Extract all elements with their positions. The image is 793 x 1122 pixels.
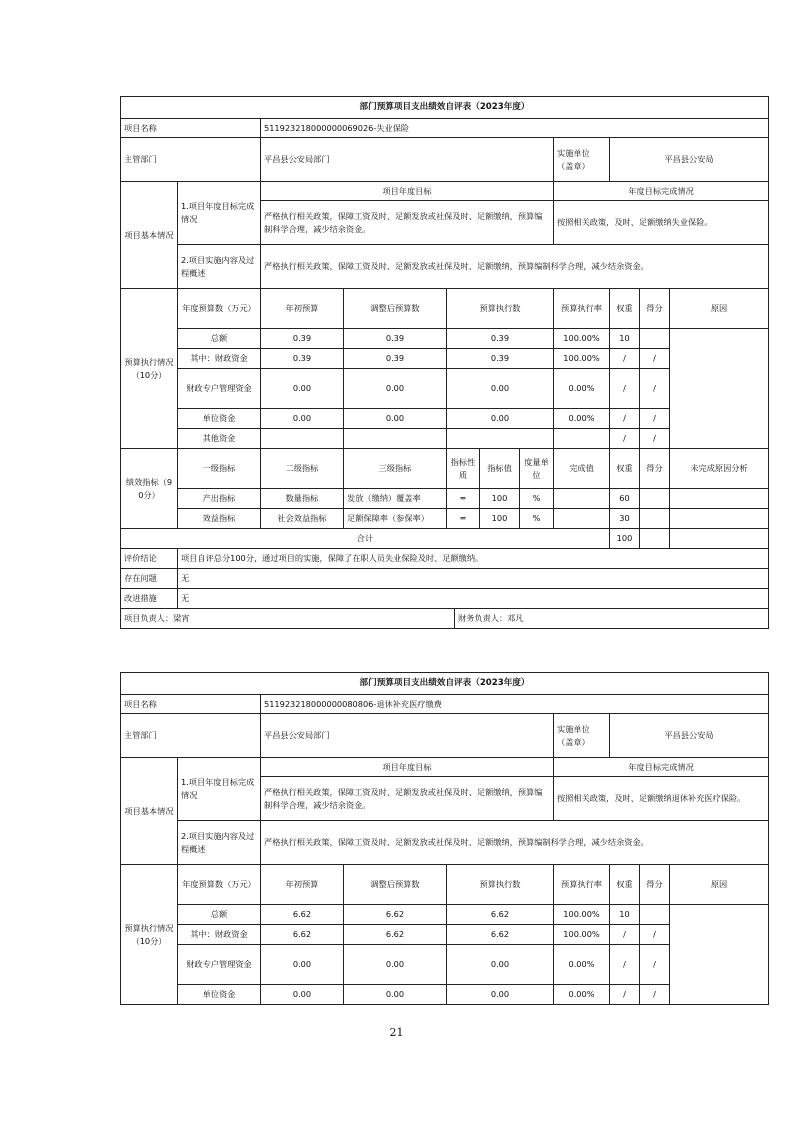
table-title: 部门预算项目支出绩效自评表（2023年度） bbox=[121, 673, 769, 695]
goal-label: 1.项目年度目标完成情况 bbox=[178, 758, 261, 821]
budget-header: 原因 bbox=[670, 865, 769, 905]
budget-executed: 0.00 bbox=[447, 409, 554, 429]
perf-header: 二级指标 bbox=[261, 449, 344, 489]
budget-rate: 0.00% bbox=[554, 985, 610, 1005]
goal-header: 项目年度目标 bbox=[261, 182, 554, 201]
budget-header: 预算执行数 bbox=[447, 865, 554, 905]
budget-rate: 0.00% bbox=[554, 369, 610, 409]
dept-label: 主管部门 bbox=[121, 714, 261, 758]
impl-unit: 平昌县公安局 bbox=[610, 714, 769, 758]
budget-adjusted: 0.00 bbox=[344, 945, 447, 985]
measures: 无 bbox=[178, 589, 769, 609]
budget-header: 预算执行率 bbox=[554, 289, 610, 329]
budget-row-label: 单位资金 bbox=[178, 409, 261, 429]
perf-label: 绩效指标（90分） bbox=[121, 449, 178, 529]
budget-header: 原因 bbox=[670, 289, 769, 329]
perf-score bbox=[640, 509, 670, 529]
impl-text: 严格执行相关政策，保障工资及时、足额发放或社保及时、足额缴纳，预算编制科学合理，减少结余资金。 bbox=[261, 821, 769, 865]
impl-label: 2.项目实施内容及过程概述 bbox=[178, 245, 261, 289]
impl-unit-label: 实施单位（盖章） bbox=[554, 138, 610, 182]
budget-header: 年初预算 bbox=[261, 865, 344, 905]
goal-text: 严格执行相关政策，保障工资及时、足额发放或社保及时、足额缴纳，预算编制科学合理，减少结余资金。 bbox=[261, 777, 554, 821]
budget-initial: 0.00 bbox=[261, 369, 344, 409]
budget-rate: 100.00% bbox=[554, 925, 610, 945]
budget-score bbox=[640, 905, 670, 925]
budget-weight: 10 bbox=[610, 329, 640, 349]
budget-row-label: 其中：财政资金 bbox=[178, 349, 261, 369]
total-score bbox=[640, 529, 670, 549]
perf-header: 指标值 bbox=[480, 449, 520, 489]
result-text: 按照相关政策，及时、足额缴纳失业保险。 bbox=[554, 201, 769, 245]
budget-adjusted: 0.00 bbox=[344, 985, 447, 1005]
measures-label: 改进措施 bbox=[121, 589, 178, 609]
perf-unit: % bbox=[520, 489, 554, 509]
perf-header: 得分 bbox=[640, 449, 670, 489]
budget-label: 预算执行情况（10分） bbox=[121, 289, 178, 449]
budget-header: 权重 bbox=[610, 865, 640, 905]
budget-initial: 6.62 bbox=[261, 905, 344, 925]
budget-adjusted: 6.62 bbox=[344, 905, 447, 925]
budget-weight: / bbox=[610, 945, 640, 985]
budget-header: 得分 bbox=[640, 289, 670, 329]
perf-row bbox=[121, 509, 769, 529]
budget-executed: 6.62 bbox=[447, 905, 554, 925]
perf-l3: 足额保障率（参保率） bbox=[344, 509, 447, 529]
perf-value: 100 bbox=[480, 509, 520, 529]
total-weight: 100 bbox=[610, 529, 640, 549]
budget-score: / bbox=[640, 429, 670, 449]
budget-score: / bbox=[640, 985, 670, 1005]
budget-rate bbox=[554, 429, 610, 449]
budget-score: / bbox=[640, 369, 670, 409]
perf-done bbox=[554, 489, 610, 509]
budget-executed: 0.00 bbox=[447, 985, 554, 1005]
dept: 平昌县公安局部门 bbox=[261, 714, 554, 758]
perf-header: 未完成原因分析 bbox=[670, 449, 769, 489]
budget-header: 年度预算数（万元） bbox=[178, 865, 261, 905]
perf-l1: 效益指标 bbox=[178, 509, 261, 529]
perf-l2: 社会效益指标 bbox=[261, 509, 344, 529]
perf-weight: 60 bbox=[610, 489, 640, 509]
budget-initial: 0.00 bbox=[261, 985, 344, 1005]
perf-l2: 数量指标 bbox=[261, 489, 344, 509]
budget-label: 预算执行情况（10分） bbox=[121, 865, 178, 1005]
impl-unit: 平昌县公安局 bbox=[610, 138, 769, 182]
conclusion-label: 评价结论 bbox=[121, 549, 178, 569]
perf-l1: 产出指标 bbox=[178, 489, 261, 509]
budget-row-label: 总额 bbox=[178, 905, 261, 925]
project-name-label: 项目名称 bbox=[121, 119, 261, 138]
result-header: 年度目标完成情况 bbox=[554, 182, 769, 201]
issues-label: 存在问题 bbox=[121, 569, 178, 589]
budget-header: 预算执行率 bbox=[554, 865, 610, 905]
budget-adjusted: 0.00 bbox=[344, 409, 447, 429]
budget-executed: 6.62 bbox=[447, 925, 554, 945]
budget-header: 权重 bbox=[610, 289, 640, 329]
page-number: 21 bbox=[389, 1026, 404, 1039]
budget-row-label: 财政专户管理资金 bbox=[178, 369, 261, 409]
budget-row bbox=[121, 329, 769, 349]
project-name-label: 项目名称 bbox=[121, 695, 261, 714]
result-text: 按照相关政策，及时、足额缴纳退休补充医疗保险。 bbox=[554, 777, 769, 821]
budget-row-label: 单位资金 bbox=[178, 985, 261, 1005]
budget-header: 年度预算数（万元） bbox=[178, 289, 261, 329]
budget-reason bbox=[670, 329, 769, 449]
budget-rate: 0.00% bbox=[554, 409, 610, 429]
perf-weight: 30 bbox=[610, 509, 640, 529]
budget-row-label: 其他资金 bbox=[178, 429, 261, 449]
eval-table-2 bbox=[120, 672, 769, 1005]
impl-unit-label: 实施单位（盖章） bbox=[554, 714, 610, 758]
dept: 平昌县公安局部门 bbox=[261, 138, 554, 182]
total-reason bbox=[670, 529, 769, 549]
budget-rate: 0.00% bbox=[554, 945, 610, 985]
budget-executed: 0.39 bbox=[447, 349, 554, 369]
project-name: 511923218000000069026-失业保险 bbox=[261, 119, 769, 138]
budget-score: / bbox=[640, 945, 670, 985]
budget-rate: 100.00% bbox=[554, 905, 610, 925]
perf-header: 完成值 bbox=[554, 449, 610, 489]
project-name: 511923218000000080806-退休补充医疗缴费 bbox=[261, 695, 769, 714]
perf-nature: ═ bbox=[447, 489, 480, 509]
budget-score: / bbox=[640, 925, 670, 945]
budget-initial bbox=[261, 429, 344, 449]
budget-reason bbox=[670, 905, 769, 1005]
budget-initial: 0.39 bbox=[261, 349, 344, 369]
perf-value: 100 bbox=[480, 489, 520, 509]
budget-adjusted: 6.62 bbox=[344, 925, 447, 945]
budget-executed bbox=[447, 429, 554, 449]
perf-row bbox=[121, 489, 769, 509]
budget-adjusted: 0.39 bbox=[344, 349, 447, 369]
budget-rate: 100.00% bbox=[554, 329, 610, 349]
perf-reason bbox=[670, 489, 769, 509]
perf-header: 一级指标 bbox=[178, 449, 261, 489]
perf-done bbox=[554, 509, 610, 529]
budget-initial: 6.62 bbox=[261, 925, 344, 945]
budget-executed: 0.39 bbox=[447, 329, 554, 349]
basic-info-label: 项目基本情况 bbox=[121, 182, 178, 289]
eval-table-1 bbox=[120, 96, 769, 629]
perf-l3: 发放（缴纳）覆盖率 bbox=[344, 489, 447, 509]
budget-header: 调整后预算数 bbox=[344, 289, 447, 329]
budget-initial: 0.00 bbox=[261, 409, 344, 429]
budget-adjusted: 0.39 bbox=[344, 329, 447, 349]
budget-adjusted bbox=[344, 429, 447, 449]
budget-weight: / bbox=[610, 349, 640, 369]
perf-header: 度量单位 bbox=[520, 449, 554, 489]
budget-weight: / bbox=[610, 409, 640, 429]
budget-header: 年初预算 bbox=[261, 289, 344, 329]
total-label: 合计 bbox=[121, 529, 610, 549]
budget-score: / bbox=[640, 349, 670, 369]
budget-row-label: 其中：财政资金 bbox=[178, 925, 261, 945]
budget-rate: 100.00% bbox=[554, 349, 610, 369]
budget-weight: / bbox=[610, 925, 640, 945]
budget-score bbox=[640, 329, 670, 349]
perf-header: 指标性质 bbox=[447, 449, 480, 489]
budget-executed: 0.00 bbox=[447, 945, 554, 985]
issues: 无 bbox=[178, 569, 769, 589]
perf-header: 权重 bbox=[610, 449, 640, 489]
project-leader: 项目负责人：梁宵 bbox=[121, 609, 455, 629]
impl-text: 严格执行相关政策，保障工资及时、足额发放或社保及时、足额缴纳，预算编制科学合理，减少结余资金。 bbox=[261, 245, 769, 289]
budget-header: 得分 bbox=[640, 865, 670, 905]
goal-label: 1.项目年度目标完成情况 bbox=[178, 182, 261, 245]
perf-reason bbox=[670, 509, 769, 529]
table-title: 部门预算项目支出绩效自评表（2023年度） bbox=[121, 97, 769, 119]
budget-initial: 0.00 bbox=[261, 945, 344, 985]
budget-row-label: 总额 bbox=[178, 329, 261, 349]
goal-text: 严格执行相关政策，保障工资及时、足额发放或社保及时、足额缴纳，预算编制科学合理，减少结余资金。 bbox=[261, 201, 554, 245]
conclusion: 项目自评总分100分，通过项目的实施，保障了在职人员失业保险及时、足额缴纳。 bbox=[178, 549, 769, 569]
budget-weight: / bbox=[610, 429, 640, 449]
finance-leader: 财务负责人：邓凡 bbox=[455, 609, 769, 629]
budget-weight: 10 bbox=[610, 905, 640, 925]
budget-row-label: 财政专户管理资金 bbox=[178, 945, 261, 985]
budget-score: / bbox=[640, 409, 670, 429]
budget-header: 预算执行数 bbox=[447, 289, 554, 329]
perf-header: 三级指标 bbox=[344, 449, 447, 489]
dept-label: 主管部门 bbox=[121, 138, 261, 182]
result-header: 年度目标完成情况 bbox=[554, 758, 769, 777]
perf-nature: ═ bbox=[447, 509, 480, 529]
budget-header: 调整后预算数 bbox=[344, 865, 447, 905]
goal-header: 项目年度目标 bbox=[261, 758, 554, 777]
perf-score bbox=[640, 489, 670, 509]
basic-info-label: 项目基本情况 bbox=[121, 758, 178, 865]
budget-adjusted: 0.00 bbox=[344, 369, 447, 409]
budget-weight: / bbox=[610, 369, 640, 409]
budget-executed: 0.00 bbox=[447, 369, 554, 409]
budget-row bbox=[121, 905, 769, 925]
budget-weight: / bbox=[610, 985, 640, 1005]
perf-unit: % bbox=[520, 509, 554, 529]
impl-label: 2.项目实施内容及过程概述 bbox=[178, 821, 261, 865]
budget-initial: 0.39 bbox=[261, 329, 344, 349]
